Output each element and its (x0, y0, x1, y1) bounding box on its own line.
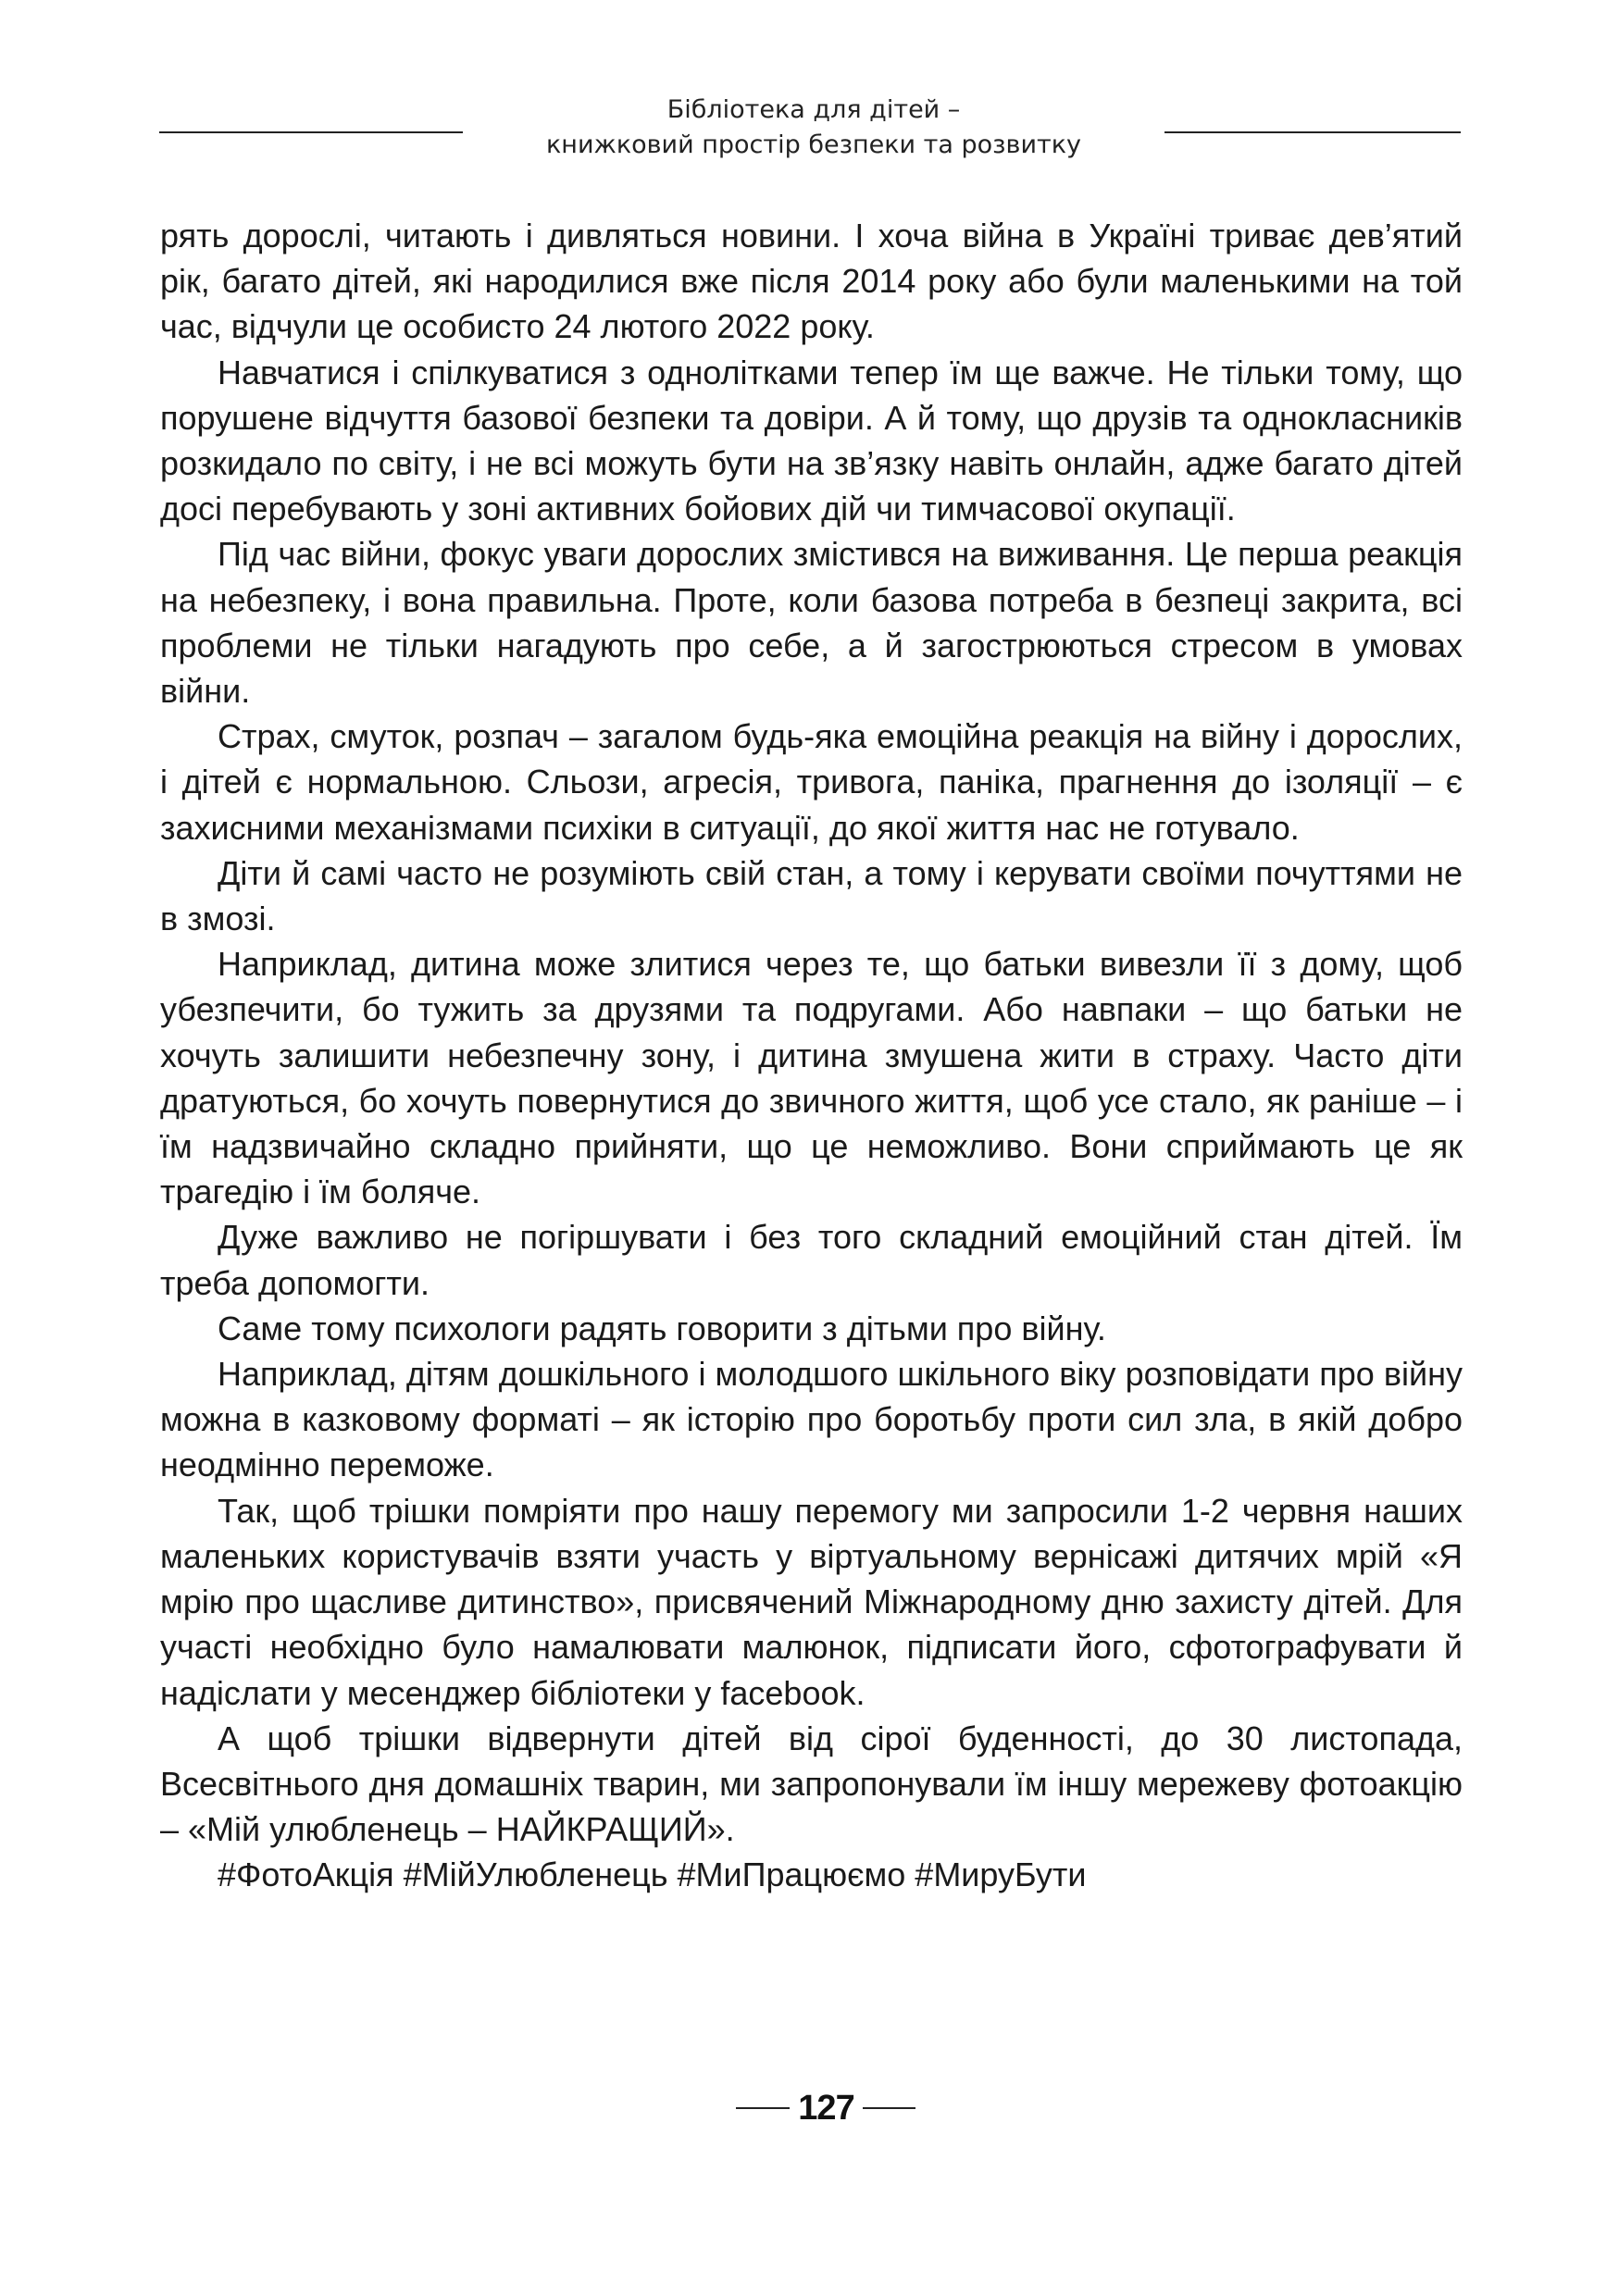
paragraph-1: рять дорослі, читають і дивляться новини. І хоча війна в Україні триває дев’ятий рік, багато дітей, які народилися вже після 2014 року або були маленькими на той час, відчули це особисто 24 лютого 2022 року. (160, 217, 1463, 346)
page-number: 127 (798, 2089, 854, 2128)
page-number-rule-right (863, 2107, 915, 2109)
header-title (463, 93, 1164, 163)
paragraph-hashtags: #ФотоАкція #МійУлюбленець #МиПрацюємо #МируБути (218, 1855, 1087, 1894)
paragraph-3: Під час війни, фокус уваги дорослих змістився на виживання. Це перша реакція на небезпеку, і вона правильна. Проте, коли базова потреба в безпеці закрита, всі проблеми не тільки нагадують про себе, а й загострюються стресом в умовах війни. (160, 535, 1463, 711)
header-rule-right (1164, 131, 1461, 133)
paragraph-6: Наприклад, дитина може злитися через те, що батьки вивезли її з дому, щоб убезпечити, бо тужить за друзями та подругами. Або навпаки – що батьки не хочуть залишити небезпечну зону, і дитина змушена жити в страху. Часто діти дратуються, бо хочуть повернутися до звичного життя, щоб усе стало, як раніше – і їм надзвичайно складно прийняти, що це неможливо. Вони сприймають це як трагедію і їм боляче. (160, 945, 1463, 1211)
paragraph-8: Саме тому психологи радять говорити з дітьми про війну. (218, 1309, 1106, 1347)
header-line-1: Бібліотека для дітей – (666, 95, 961, 124)
paragraph-2: Навчатися і спілкуватися з однолітками тепер їм ще важче. Не тільки тому, що порушене відчуття базової безпеки та довіри. А й тому, що друзів та однокласників розкидало по світу, і не всі можуть бути на зв’язку навіть онлайн, адже багато дітей досі перебувають у зоні активних бойових дій чи тимчасової окупації. (160, 353, 1463, 528)
paragraph-9: Наприклад, дітям дошкільного і молодшого шкільного віку розповідати про війну можна в казковому форматі – як історію про боротьбу проти сил зла, в якій добро неодмінно переможе. (160, 1355, 1463, 1484)
header-rule-left (159, 131, 463, 133)
page-number-rule-left (736, 2107, 790, 2109)
running-header (157, 93, 1463, 167)
page-number-block (736, 2085, 915, 2131)
header-line-2: книжковий простір безпеки та розвитку (545, 130, 1082, 159)
paragraph-4: Страх, смуток, розпач – загалом будь-яка емоційна реакція на війну і дорослих, і дітей є нормальною. Сльози, агресія, тривога, паніка, прагнення до ізоляції – є захисними механізмами психіки в ситуації, до якої життя нас не готувало. (160, 717, 1463, 847)
body-text (160, 213, 1463, 1898)
paragraph-10: Так, щоб трішки помріяти про нашу перемогу ми запросили 1-2 червня наших маленьких користувачів взяти участь у віртуальному вернісажі дитячих мрій «Я мрію про щасливе дитинство», присвячений Міжнародному дню захисту дітей. Для участі необхідно було намалювати малюнок, підписати його, сфотографувати й надіслати у месенджер бібліотеки у facebook. (160, 1491, 1463, 1712)
paragraph-5: Діти й самі часто не розуміють свій стан, а тому і керувати своїми почуттями не в змозі. (160, 853, 1463, 938)
paragraph-11: А щоб трішки відвернути дітей від сірої буденності, до 30 листопада, Всесвітнього дня домашніх тварин, ми запропонували їм іншу мережеву фотоакцію – «Мій улюбленець – НАЙКРАЩИЙ». (160, 1719, 1463, 1849)
paragraph-7: Дуже важливо не погіршувати і без того складний емоційний стан дітей. Їм треба допомогти. (160, 1218, 1463, 1302)
